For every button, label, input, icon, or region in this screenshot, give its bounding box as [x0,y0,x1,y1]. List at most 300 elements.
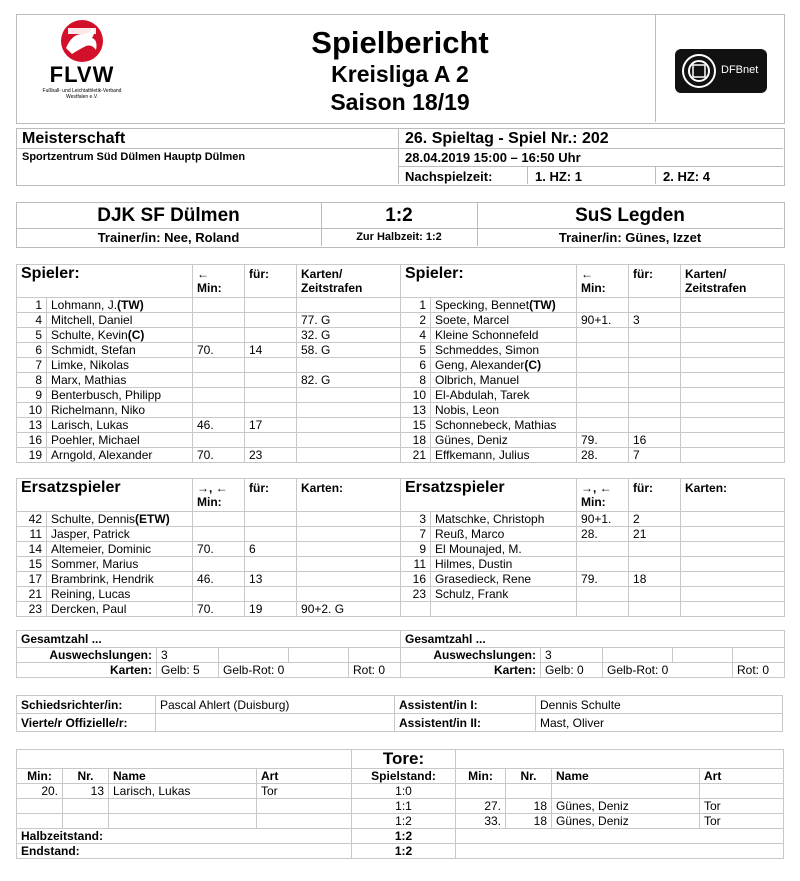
player-name: Lohmann, J.(TW) [47,298,193,313]
player-minute [193,373,245,388]
player-card: 77. G [297,313,401,328]
player-card [681,298,785,313]
player-minute: 46. [193,572,245,587]
goal-row [17,814,784,829]
player-card [297,433,401,448]
player-minute [193,313,245,328]
player-card: 90+2. G [297,602,401,617]
player-number: 15 [401,418,431,433]
player-minute [577,373,629,388]
player-for: 3 [629,313,681,328]
fourth-official-label: Vierte/r Offizielle/r: [17,714,156,732]
player-minute: 79. [577,572,629,587]
player-row [401,403,785,418]
dfbnet-logo [675,49,767,93]
player-name: Grasedieck, Rene [431,572,577,587]
player-minute [577,328,629,343]
player-name: Benterbusch, Philipp [47,388,193,403]
section-title: Spieler: [17,265,193,298]
goal-away-min: 27. [456,799,506,814]
player-number: 9 [401,542,431,557]
player-card [297,542,401,557]
player-card: 58. G [297,343,401,358]
player-row [401,572,785,587]
dfbnet-label: DFBnet [721,64,759,76]
player-minute: 28. [577,527,629,542]
player-row [401,542,785,557]
goal-home-type: Tor [257,784,352,799]
goal-away-name: Günes, Deniz [552,814,700,829]
player-minute [193,403,245,418]
player-card: 82. G [297,373,401,388]
yellow-count: Gelb: 0 [541,663,603,678]
player-name: Nobis, Leon [431,403,577,418]
player-row [401,587,785,602]
home-totals [16,630,401,678]
col-min: ← Min: [193,265,245,298]
player-row [401,313,785,328]
halftime-score: Zur Halbzeit: 1:2 [356,231,442,243]
goal-away-nr: 18 [506,814,552,829]
player-for [629,557,681,572]
player-row [401,343,785,358]
player-row [17,433,401,448]
player-row [401,512,785,527]
extra-time-hz1: 1. HZ: 1 [535,169,582,184]
player-card [297,512,401,527]
player-minute: 70. [193,448,245,463]
match-datetime: 28.04.2019 15:00 – 16:50 Uhr [405,150,581,165]
player-number: 4 [401,328,431,343]
player-for: 2 [629,512,681,527]
player-number: 1 [17,298,47,313]
red-count: Rot: 0 [733,663,785,678]
player-minute: 70. [193,602,245,617]
player-row [17,448,401,463]
player-minute [193,512,245,527]
player-for [629,328,681,343]
player-for [245,373,297,388]
final-score: 1:2 [385,205,413,226]
player-minute [577,403,629,418]
player-for [245,557,297,572]
player-minute [193,527,245,542]
player-for [629,373,681,388]
halftime-value: 1:2 [352,829,456,844]
player-minute [577,343,629,358]
player-for: 6 [245,542,297,557]
player-name: El-Abdulah, Tarek [431,388,577,403]
player-row [17,557,401,572]
player-number: 6 [401,358,431,373]
col-home-name: Name [109,769,257,784]
player-row [17,388,401,403]
player-number: 16 [17,433,47,448]
player-minute [577,418,629,433]
totals-label: Gesamtzahl ... [17,631,401,648]
player-row [401,388,785,403]
goals-title: Tore: [352,750,456,769]
yellowred-count: Gelb-Rot: 0 [219,663,349,678]
player-number: 17 [17,572,47,587]
player-number: 1 [401,298,431,313]
player-number: 23 [401,587,431,602]
goal-away-min [456,784,506,799]
player-minute [577,557,629,572]
goal-home-name [109,814,257,829]
player-for [629,542,681,557]
col-min: →, ← Min: [577,479,629,512]
player-number: 8 [17,373,47,388]
away-players-table [400,264,785,463]
goal-home-nr: 13 [63,784,109,799]
player-minute [193,587,245,602]
player-row [17,587,401,602]
goal-home-nr [63,814,109,829]
goal-home-type [257,814,352,829]
player-name: Olbrich, Manuel [431,373,577,388]
player-number: 23 [17,602,47,617]
goal-row [17,799,784,814]
player-number: 42 [17,512,47,527]
player-card [297,388,401,403]
info-hline-1 [16,148,783,149]
title-block [250,26,550,116]
player-row [17,358,401,373]
player-name: Sommer, Marius [47,557,193,572]
cards-label: Karten: [17,663,157,678]
player-row [17,343,401,358]
player-name: Limke, Nikolas [47,358,193,373]
player-number: 8 [401,373,431,388]
player-card [681,343,785,358]
player-row [401,527,785,542]
player-name: Specking, Bennet(TW) [431,298,577,313]
goal-score: 1:2 [352,814,456,829]
player-name: Poehler, Michael [47,433,193,448]
season-title: Saison 18/19 [330,89,470,115]
player-card [681,587,785,602]
player-minute: 70. [193,343,245,358]
goal-away-type: Tor [700,799,784,814]
player-card [681,433,785,448]
player-card [681,542,785,557]
logo-text: FLVW [49,62,115,87]
player-for [629,358,681,373]
player-for [245,328,297,343]
player-for [245,403,297,418]
final-value: 1:2 [352,844,456,859]
player-card [681,328,785,343]
goal-home-type [257,799,352,814]
player-for [245,527,297,542]
home-coach: Trainer/in: Nee, Roland [97,230,240,245]
col-away-nr: Nr. [506,769,552,784]
player-name: Geng, Alexander(C) [431,358,577,373]
player-name: Schmidt, Stefan [47,343,193,358]
player-row [401,373,785,388]
player-card [681,358,785,373]
player-name: Schulte, Kevin(C) [47,328,193,343]
player-row [17,572,401,587]
player-for: 19 [245,602,297,617]
player-for [245,358,297,373]
section-title: Spieler: [401,265,577,298]
player-for: 18 [629,572,681,587]
player-card [297,298,401,313]
player-number: 10 [17,403,47,418]
player-name: Hilmes, Dustin [431,557,577,572]
player-row [401,557,785,572]
player-card [681,418,785,433]
player-card [297,572,401,587]
player-for [245,433,297,448]
cards-label: Karten: [401,663,541,678]
player-for [629,418,681,433]
player-minute: 79. [577,433,629,448]
goal-away-type [700,784,784,799]
player-row [17,527,401,542]
player-minute [577,298,629,313]
player-minute [577,358,629,373]
player-row [401,298,785,313]
final-label: Endstand: [17,844,352,859]
goal-home-min [17,799,63,814]
player-name: Richelmann, Niko [47,403,193,418]
player-row [401,433,785,448]
player-number: 13 [401,403,431,418]
player-minute [193,298,245,313]
col-away-name: Name [552,769,700,784]
player-row [17,418,401,433]
player-card [297,358,401,373]
player-card [297,527,401,542]
player-for: 23 [245,448,297,463]
player-number: 18 [401,433,431,448]
assistant2-label: Assistent/in II: [395,714,536,732]
extra-time-hz2: 2. HZ: 4 [663,169,710,184]
info-hline-2 [398,166,783,167]
player-name: Kleine Schonnefeld [431,328,577,343]
col-for: für: [245,479,297,512]
col-for: für: [629,265,681,298]
player-row [17,542,401,557]
col-for: für: [245,265,297,298]
player-number: 6 [17,343,47,358]
goal-row [17,784,784,799]
page-title: Spielbericht [311,25,489,60]
matchday: 26. Spieltag - Spiel Nr.: 202 [405,130,609,147]
away-coach: Trainer/in: Günes, Izzet [558,230,702,245]
player-card [681,448,785,463]
info-vline-3 [655,166,656,184]
goal-away-name: Günes, Deniz [552,799,700,814]
player-card: 32. G [297,328,401,343]
home-players-table [16,264,401,463]
referee-label: Schiedsrichter/in: [17,696,156,714]
halftime-label: Halbzeitstand: [17,829,352,844]
player-card [297,403,401,418]
subs-count-label: Auswechslungen: [401,648,541,663]
player-number: 11 [17,527,47,542]
col-home-min: Min: [17,769,63,784]
player-number: 4 [17,313,47,328]
subs-count-label: Auswechslungen: [17,648,157,663]
player-name: Effkemann, Julius [431,448,577,463]
player-number: 13 [17,418,47,433]
player-for: 14 [245,343,297,358]
player-for [629,388,681,403]
col-score: Spielstand: [352,769,456,784]
assistant1-name: Dennis Schulte [536,696,783,714]
player-for [629,602,681,617]
goal-away-nr: 18 [506,799,552,814]
info-vline-2 [527,166,528,184]
player-number: 21 [401,448,431,463]
yellowred-count: Gelb-Rot: 0 [603,663,733,678]
league-title: Kreisliga A 2 [331,61,469,87]
red-count: Rot: 0 [349,663,401,678]
player-name: Arngold, Alexander [47,448,193,463]
logo-sub1: Fußball- und Leichtathletik-Verband [42,88,122,94]
player-card [681,602,785,617]
yellow-count: Gelb: 5 [157,663,219,678]
player-number [401,602,431,617]
player-minute [577,587,629,602]
player-minute: 46. [193,418,245,433]
col-cards: Karten: [681,479,785,512]
player-card [681,572,785,587]
player-number: 21 [17,587,47,602]
player-number: 5 [17,328,47,343]
player-number: 9 [17,388,47,403]
home-subs-table [16,478,401,617]
player-row [17,328,401,343]
player-name: Günes, Deniz [431,433,577,448]
col-min: ← Min: [577,265,629,298]
player-name: Reuß, Marco [431,527,577,542]
player-minute [577,388,629,403]
goal-home-min: 20. [17,784,63,799]
assistant1-label: Assistent/in I: [395,696,536,714]
dfb-emblem-icon [681,53,717,89]
col-home-nr: Nr. [63,769,109,784]
col-cards: Karten/ Zeitstrafen [297,265,401,298]
col-home-type: Art [257,769,352,784]
player-minute [193,557,245,572]
col-min: →, ← Min: [193,479,245,512]
player-minute [193,328,245,343]
player-for [245,512,297,527]
player-number: 19 [17,448,47,463]
player-name: Matschke, Christoph [431,512,577,527]
col-cards: Karten: [297,479,401,512]
info-divider [398,128,399,184]
player-card [681,512,785,527]
player-number: 7 [17,358,47,373]
col-cards: Karten/ Zeitstrafen [681,265,785,298]
goal-home-name: Larisch, Lukas [109,784,257,799]
player-number: 11 [401,557,431,572]
away-team: SuS Legden [575,205,685,226]
player-minute: 28. [577,448,629,463]
player-card [297,557,401,572]
player-for [245,587,297,602]
player-minute [193,358,245,373]
player-row [17,512,401,527]
venue: Sportzentrum Süd Dülmen Hauptp Dülmen [22,151,246,163]
player-card [681,557,785,572]
player-for: 16 [629,433,681,448]
player-name: Altemeier, Dominic [47,542,193,557]
player-name: Reining, Lucas [47,587,193,602]
player-number: 2 [401,313,431,328]
goal-score: 1:0 [352,784,456,799]
player-number: 5 [401,343,431,358]
player-row [401,328,785,343]
player-name: Larisch, Lukas [47,418,193,433]
player-minute [193,388,245,403]
player-card [681,527,785,542]
player-card [297,587,401,602]
goal-score: 1:1 [352,799,456,814]
player-minute: 70. [193,542,245,557]
player-for [629,587,681,602]
player-card [297,448,401,463]
player-number: 15 [17,557,47,572]
player-row [17,298,401,313]
player-name: Schmeddes, Simon [431,343,577,358]
player-number: 10 [401,388,431,403]
player-for [629,403,681,418]
player-number: 14 [17,542,47,557]
player-name: Marx, Mathias [47,373,193,388]
referee-name: Pascal Ahlert (Duisburg) [156,696,395,714]
subs-count: 3 [541,648,603,663]
player-minute [577,602,629,617]
goal-away-nr [506,784,552,799]
col-away-type: Art [700,769,784,784]
goal-away-type: Tor [700,814,784,829]
player-card [297,418,401,433]
player-for: 13 [245,572,297,587]
player-card [681,313,785,328]
assistant2-name: Mast, Oliver [536,714,783,732]
section-title: Ersatzspieler [17,479,193,512]
teams-hline [16,228,783,229]
player-name [431,602,577,617]
player-minute [193,433,245,448]
player-minute: 90+1. [577,512,629,527]
home-team: DJK SF Dülmen [97,205,240,226]
player-row [401,448,785,463]
away-totals [400,630,785,678]
player-name: Jasper, Patrick [47,527,193,542]
player-for [245,313,297,328]
player-name: El Mounajed, M. [431,542,577,557]
away-subs-table [400,478,785,617]
goals-table [16,749,784,859]
logo-sub2: Westfalen e.V. [66,94,98,100]
player-name: Mitchell, Daniel [47,313,193,328]
totals-label: Gesamtzahl ... [401,631,785,648]
goal-home-min [17,814,63,829]
player-for [629,298,681,313]
player-row [401,602,785,617]
player-row [17,403,401,418]
player-row [17,313,401,328]
goal-away-min: 33. [456,814,506,829]
